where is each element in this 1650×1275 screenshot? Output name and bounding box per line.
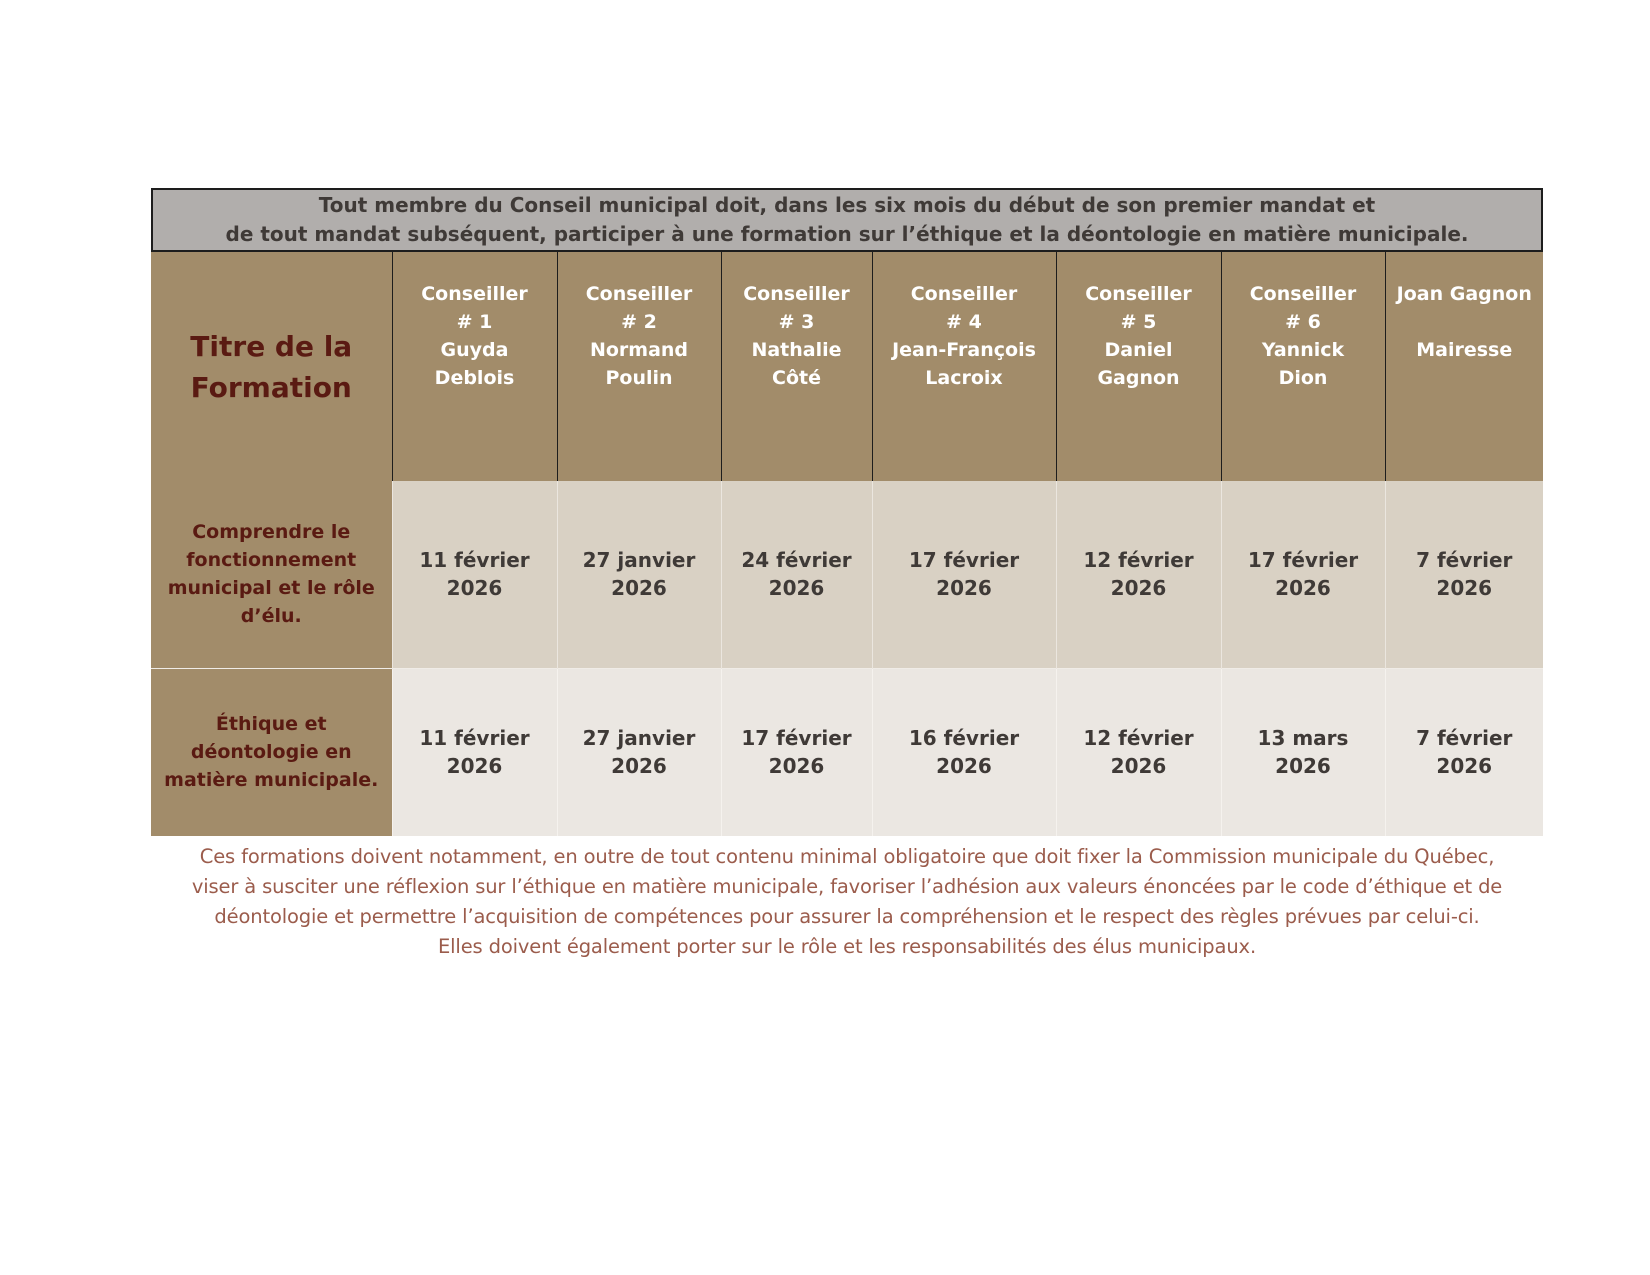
cell-text-line: déontologie en <box>190 741 352 764</box>
document <box>151 188 1543 962</box>
member-header-conseiller-1 <box>392 252 557 481</box>
cell-text-line: # 3 <box>778 311 815 333</box>
footnote-line-2: viser à susciter une réflexion sur l’éthique en matière municipale, favoriser l’adhésion aux valeurs énoncées par le code d’éthique et de <box>191 875 1503 898</box>
cell-text-line: Poulin <box>605 367 673 389</box>
member-header-conseiller-4 <box>872 252 1056 481</box>
cell-text-line: 16 février <box>908 726 1020 751</box>
cell-text-line: Côté <box>772 367 821 389</box>
cell-text-line: 2026 <box>446 754 503 779</box>
requirement-banner <box>151 188 1543 252</box>
footnote-line-3: déontologie et permettre l’acquisition de compétences pour assurer la compréhension et le respect des règles prévues par celui-ci. <box>214 905 1480 928</box>
cell-text-line: 2026 <box>446 576 503 601</box>
table-row <box>151 668 1543 836</box>
member-header-conseiller-2 <box>557 252 721 481</box>
cell-text-line: Titre de la <box>190 329 353 363</box>
cell-text-line: Jean-François <box>892 339 1036 361</box>
cell-text-line: Conseiller <box>585 283 693 305</box>
banner-line-2: de tout mandat subséquent, participer à une formation sur l’éthique et la déontologie en matière municipale. <box>225 222 1469 246</box>
cell-text-line: 24 février <box>741 548 852 573</box>
date-cell <box>392 668 557 836</box>
cell-text-line: 7 février <box>1416 726 1513 751</box>
cell-text-line: # 1 <box>456 311 493 333</box>
cell-text-line: Conseiller <box>743 283 850 305</box>
cell-text-line: Deblois <box>434 367 515 389</box>
cell-text-line: Formation <box>190 370 352 404</box>
cell-text-line: Conseiller <box>910 283 1018 305</box>
cell-text-line: Gagnon <box>1097 367 1180 389</box>
cell-text-line: Éthique et <box>215 713 327 736</box>
cell-text-line: 27 janvier <box>582 548 696 573</box>
cell-text-line: 2026 <box>1275 754 1331 779</box>
date-cell <box>1221 481 1385 668</box>
footnote-line-1: Ces formations doivent notamment, en outre de tout contenu minimal obligatoire que doit fixer la Commission municipale du Québec, <box>199 845 1495 868</box>
cell-text-line: 2026 <box>768 754 825 779</box>
footnote-paragraph <box>151 842 1543 962</box>
cell-text-line: 2026 <box>1436 576 1493 601</box>
cell-text-line: 2026 <box>768 576 825 601</box>
date-cell <box>721 481 872 668</box>
formation-title-header <box>151 252 392 481</box>
date-cell <box>1385 668 1543 836</box>
cell-text-line: 17 février <box>908 548 1020 573</box>
date-cell <box>1385 481 1543 668</box>
cell-text-line: 2026 <box>1275 576 1331 601</box>
cell-text-line: Guyda <box>440 339 509 361</box>
table-row <box>151 481 1543 668</box>
cell-text-line: # 6 <box>1285 311 1321 333</box>
cell-text-line: Mairesse <box>1416 339 1513 361</box>
cell-text-line: Conseiller <box>1085 283 1192 305</box>
cell-text-line: # 4 <box>946 311 982 333</box>
cell-text-line: 2026 <box>611 576 667 601</box>
cell-text-line: 27 janvier <box>582 726 696 751</box>
cell-text-line: Yannick <box>1261 339 1345 361</box>
header-row <box>151 252 1543 481</box>
cell-text-line: 2026 <box>1110 754 1167 779</box>
date-cell <box>721 668 872 836</box>
course-title-fonctionnement <box>151 481 392 668</box>
cell-text-line: 2026 <box>1436 754 1493 779</box>
cell-text-line: 17 février <box>1247 548 1359 573</box>
member-header-mairesse <box>1385 252 1543 481</box>
cell-text-line: 13 mars <box>1257 726 1349 751</box>
cell-text-line: # 2 <box>621 311 657 333</box>
cell-text-line: municipal et le rôle <box>167 577 375 600</box>
cell-text-line: fonctionnement <box>186 549 357 572</box>
banner-line-1: Tout membre du Conseil municipal doit, dans les six mois du début de son premier mandat et <box>318 193 1376 217</box>
cell-text-line: Conseiller <box>421 283 528 305</box>
cell-text-line: 17 février <box>741 726 852 751</box>
cell-text-line: 11 février <box>419 726 530 751</box>
date-cell <box>1221 668 1385 836</box>
cell-text-line: # 5 <box>1120 311 1157 333</box>
cell-text-line: 11 février <box>419 548 530 573</box>
cell-text-line: Daniel <box>1104 339 1173 361</box>
date-cell <box>1056 481 1221 668</box>
member-header-conseiller-3 <box>721 252 872 481</box>
cell-text-line: Lacroix <box>925 367 1003 389</box>
cell-text-line: 2026 <box>936 576 992 601</box>
cell-text-line: 2026 <box>936 754 992 779</box>
cell-text-line <box>1386 308 1544 336</box>
cell-text-line: Nathalie <box>751 339 842 361</box>
cell-text-line: 2026 <box>1110 576 1167 601</box>
cell-text-line: Dion <box>1278 367 1328 389</box>
member-header-conseiller-5 <box>1056 252 1221 481</box>
cell-text-line: Conseiller <box>1249 283 1357 305</box>
cell-text-line: 12 février <box>1083 548 1194 573</box>
cell-text-line: d’élu. <box>240 605 302 628</box>
date-cell <box>392 481 557 668</box>
date-cell <box>872 481 1056 668</box>
date-cell <box>872 668 1056 836</box>
cell-text-line: 12 février <box>1083 726 1194 751</box>
footnote-line-4: Elles doivent également porter sur le rôle et les responsabilités des élus municipaux. <box>437 935 1256 958</box>
date-cell <box>557 668 721 836</box>
cell-text-line: 7 février <box>1416 548 1513 573</box>
cell-text-line: Joan Gagnon <box>1396 283 1532 305</box>
course-title-ethique <box>151 668 392 836</box>
date-cell <box>1056 668 1221 836</box>
training-schedule-table <box>151 252 1543 836</box>
cell-text-line: Comprendre le <box>192 521 351 544</box>
cell-text-line: Normand <box>589 339 689 361</box>
member-header-conseiller-6 <box>1221 252 1385 481</box>
cell-text-line: 2026 <box>611 754 667 779</box>
date-cell <box>557 481 721 668</box>
cell-text-line: matière municipale. <box>164 769 379 792</box>
